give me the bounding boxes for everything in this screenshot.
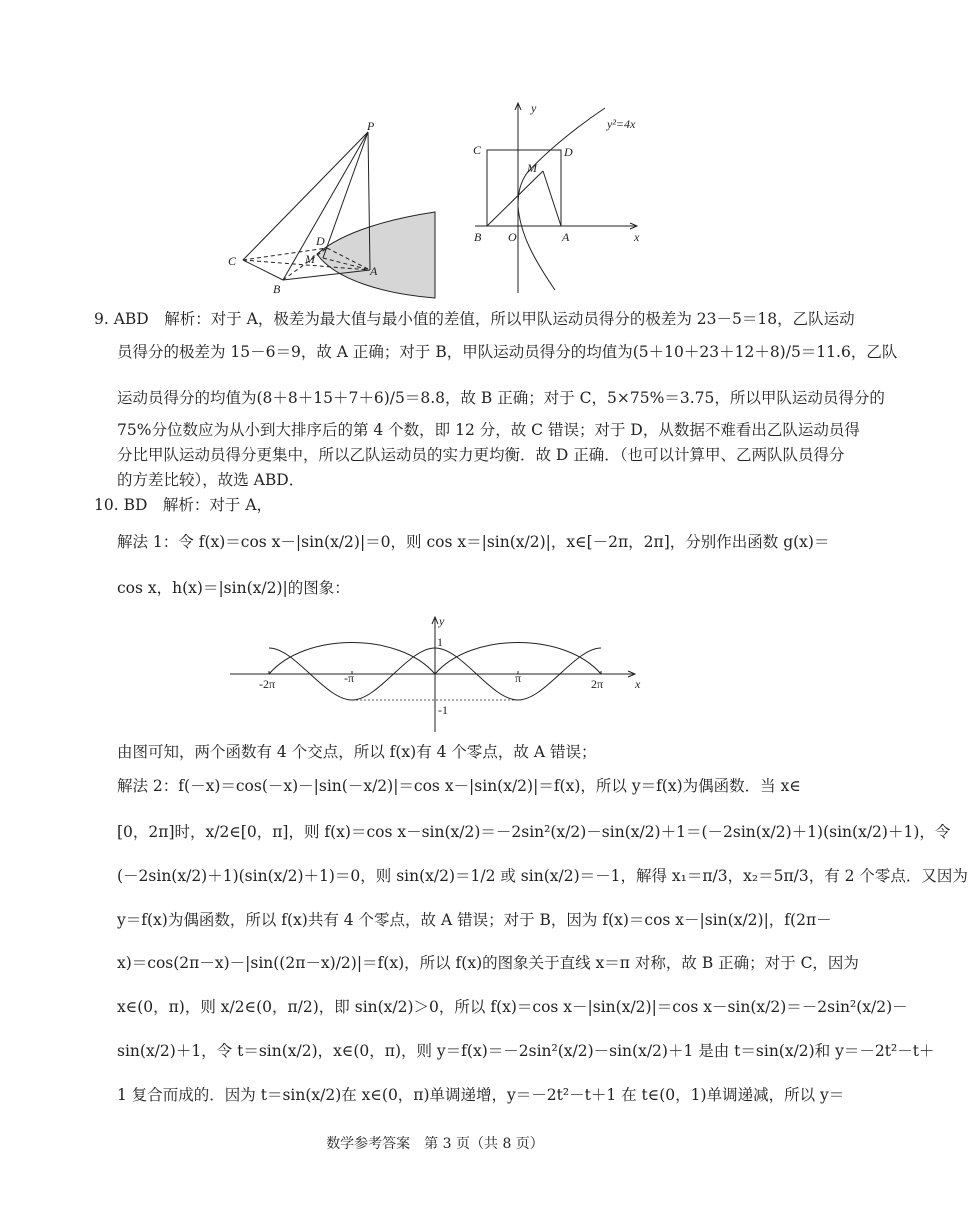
- text-line-1: 9. ABD 解析：对于 A，极差为最大值与最小值的差值，所以甲队运动员得分的极差为 23－5＝18，乙队运动: [94, 310, 855, 328]
- text-line-5: 分比甲队运动员得分更集中，所以乙队运动员的实力更均衡．故 D 正确．（也可以计算甲、乙两队队员得分: [117, 446, 845, 464]
- label-C: C: [473, 143, 482, 157]
- label-O: O: [508, 230, 517, 244]
- label-pi: π: [515, 671, 522, 685]
- segment-BM: [487, 171, 543, 226]
- label-one: 1: [437, 635, 443, 649]
- text-line-17: sin(x/2)＋1，令 t＝sin(x/2)，x∈(0，π)，则 y＝f(x)＝－2sin²(x/2)－sin(x/2)＋1 是由 t＝sin(x/2)和 y＝－2t²－t＋: [117, 1042, 935, 1060]
- label-A: A: [562, 230, 570, 244]
- text-line-8: 解法 1：令 f(x)＝cos x－|sin(x/2)|＝0，则 cos x＝|sin(x/2)|，x∈[－2π，2π]，分别作出函数 g(x)＝: [117, 533, 830, 551]
- trig-graph: [225, 612, 655, 737]
- label-y: y: [531, 101, 537, 115]
- text-line-2: 员得分的极差为 15－6＝9，故 A 正确；对于 B，甲队运动员得分的均值为(5＋10＋23＋12＋8)/5＝11.6，乙队: [117, 343, 898, 361]
- label-A: A: [370, 264, 378, 278]
- label-minus-pi: -π: [344, 671, 355, 685]
- label-P: P: [367, 119, 375, 133]
- text-line-16: x∈(0，π)，则 x/2∈(0，π/2)，即 sin(x/2)＞0，所以 f(x)＝cos x－|sin(x/2)|＝cos x－sin(x/2)＝－2sin²(x/2)－: [117, 998, 908, 1016]
- label-y: y: [439, 614, 445, 628]
- parabola-figure: [465, 98, 655, 298]
- label-M: M: [305, 252, 315, 266]
- label-x: x: [634, 230, 640, 244]
- text-line-15: x)＝cos(2π－x)－|sin((2π－x)/2)|＝f(x)，所以 f(x)的图象关于直线 x＝π 对称，故 B 正确；对于 C，因为: [117, 954, 859, 972]
- label-2pi: 2π: [591, 677, 604, 691]
- text-line-12: [0，2π]时，x/2∈[0，π]，则 f(x)＝cos x－sin(x/2)＝－2sin²(x/2)－sin(x/2)＋1＝(－2sin(x/2)＋1)(sin(x/2)＋1)，令: [117, 823, 951, 841]
- text-line-14: y＝f(x)为偶函数，所以 f(x)共有 4 个零点，故 A 错误；对于 B，因为 f(x)＝cos x－|sin(x/2)|，f(2π－: [117, 911, 832, 929]
- label-B: B: [474, 230, 482, 244]
- text-line-10: 由图可知，两个函数有 4 个交点，所以 f(x)有 4 个零点，故 A 错误；: [117, 743, 597, 761]
- label-D: D: [564, 145, 573, 159]
- text-line-7: 10. BD 解析：对于 A，: [94, 496, 273, 514]
- text-line-13: (－2sin(x/2)＋1)(sin(x/2)＋1)＝0，则 sin(x/2)＝1/2 或 sin(x/2)＝－1，解得 x₁＝π/3，x₂＝5π/3，有 2 个零点．又因为: [117, 867, 968, 885]
- label-M: M: [527, 161, 537, 175]
- text-line-4: 75%分位数应为从小到大排序后的第 4 个数，即 12 分，故 C 错误；对于 D，从数据不难看出乙队运动员得: [117, 421, 860, 439]
- page-footer: 数学参考答案 第 3 页（共 8 页）: [326, 1136, 544, 1152]
- label-C: C: [228, 254, 237, 268]
- label-D: D: [316, 234, 325, 248]
- text-line-18: 1 复合而成的．因为 t＝sin(x/2)在 x∈(0，π)单调递增，y＝－2t²－t＋1 在 t∈(0，1)单调递减，所以 y＝: [117, 1086, 845, 1104]
- text-line-6: 的方差比较），故选 ABD．: [117, 471, 305, 489]
- text-line-11: 解法 2：f(－x)＝cos(－x)－|sin(－x/2)|＝cos x－|sin(x/2)|＝f(x)，所以 y＝f(x)为偶函数．当 x∈: [117, 777, 801, 795]
- label-B: B: [273, 282, 281, 296]
- label-x: x: [635, 677, 641, 691]
- label-minus-one: -1: [438, 703, 448, 717]
- pyramid-figure: [225, 120, 445, 302]
- curve-equation: y²=4x: [607, 117, 636, 131]
- text-line-9: cos x，h(x)＝|sin(x/2)|的图象：: [117, 579, 350, 597]
- segment-MA: [543, 171, 561, 226]
- text-line-3: 运动员得分的均值为(8＋8＋15＋7＋6)/5＝8.8，故 B 正确；对于 C，5×75%＝3.75，所以甲队运动员得分的: [117, 389, 885, 407]
- edge-CB: [243, 260, 283, 280]
- label-minus-2pi: -2π: [259, 677, 276, 691]
